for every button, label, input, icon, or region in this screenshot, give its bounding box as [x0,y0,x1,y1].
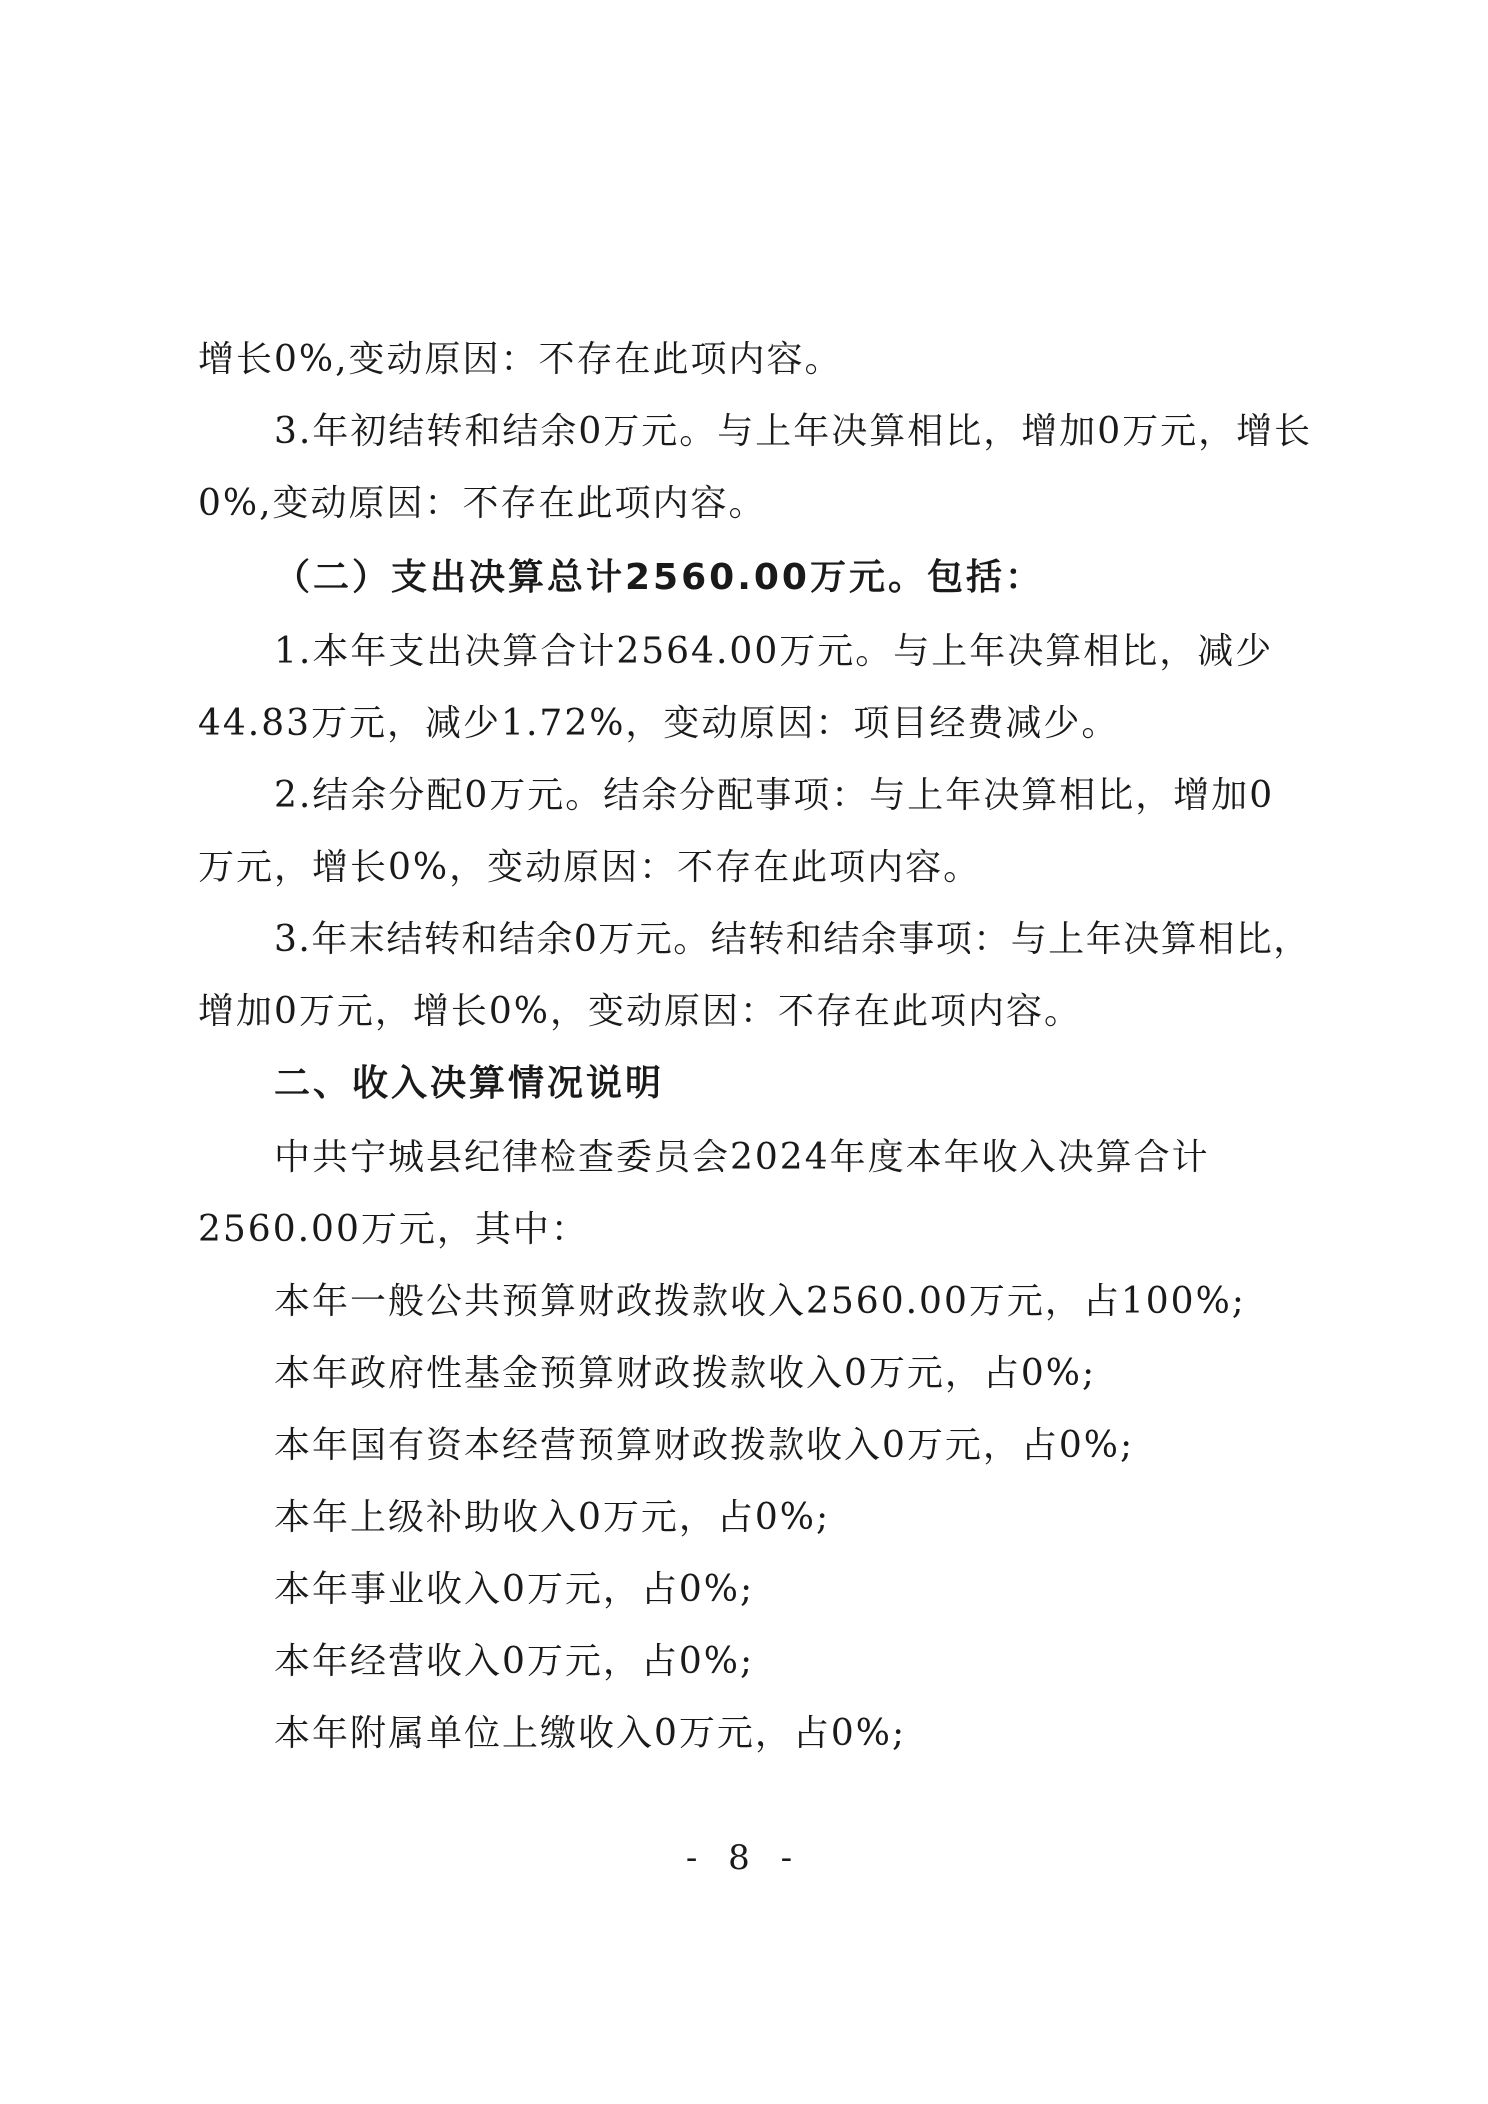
text-line: 中共宁城县纪律检查委员会2024年度本年收入决算合计 [274,1137,1210,1178]
text-line: 本年上级补助收入0万元，占0%; [274,1497,831,1538]
text-line: 1.本年支出决算合计2564.00万元。与上年决算相比，减少 [274,631,1274,672]
text-line: 本年经营收入0万元，占0%; [274,1641,755,1682]
text-line: 增长0%,变动原因：不存在此项内容。 [198,339,843,380]
text-line: 本年国有资本经营预算财政拨款收入0万元，占0%; [274,1425,1135,1466]
page-number: - 8 - [685,1838,803,1878]
text-line: 3.年初结转和结余0万元。与上年决算相比，增加0万元，增长 [274,411,1313,452]
text-line: 本年政府性基金预算财政拨款收入0万元，占0%; [274,1353,1097,1394]
text-line: 0%,变动原因：不存在此项内容。 [198,483,767,524]
section-subheading: （二）支出决算总计2560.00万元。包括： [274,557,1044,598]
text-line: 44.83万元，减少1.72%，变动原因：项目经费减少。 [198,703,1120,744]
text-line: 本年事业收入0万元，占0%; [274,1569,755,1610]
text-line: 2.结余分配0万元。结余分配事项：与上年决算相比，增加0 [274,775,1275,816]
text-line: 增加0万元，增长0%，变动原因：不存在此项内容。 [198,991,1083,1032]
text-line: 本年附属单位上缴收入0万元，占0%; [274,1713,907,1754]
text-line: 万元，增长0%，变动原因：不存在此项内容。 [198,847,982,888]
text-line: 本年一般公共预算财政拨款收入2560.00万元，占100%; [274,1281,1246,1322]
section-heading: 二、收入决算情况说明 [274,1063,665,1104]
text-line: 3.年末结转和结余0万元。结转和结余事项：与上年决算相比， [274,919,1311,960]
text-line: 2560.00万元，其中： [198,1209,589,1250]
